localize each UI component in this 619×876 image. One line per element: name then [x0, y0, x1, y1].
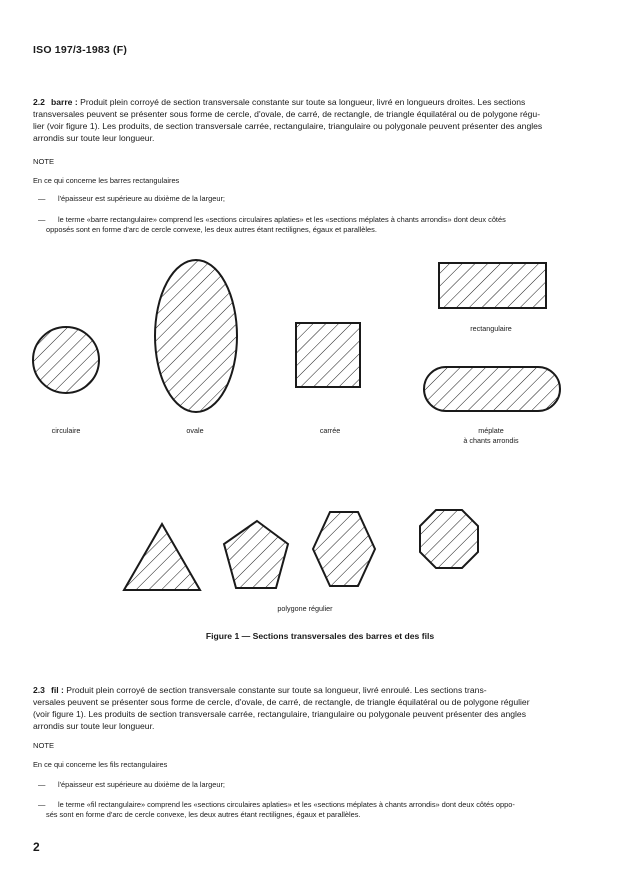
- dash: —: [38, 800, 46, 809]
- note-item-text: opposés sont en forme d'arc de cercle convexe, les deux autres étant rectilignes, égaux et parallèles.: [46, 225, 377, 234]
- note-intro: En ce qui concerne les barres rectangulaires: [33, 176, 180, 185]
- paragraph-line: Produit plein corroyé de section transversale constante sur toute sa longueur, livré enroulé. Les sections trans-: [66, 685, 487, 695]
- label-rectangulaire: rectangulaire: [470, 324, 512, 333]
- page-number: 2: [33, 840, 40, 854]
- note-label: NOTE: [33, 741, 55, 750]
- note-item-text: le terme «fil rectangulaire» comprend les «sections circulaires aplaties» et les «sections méplates à chants arrondis» dont deux côtés oppo-: [58, 800, 515, 809]
- square-section: [296, 323, 360, 387]
- note-label: NOTE: [33, 157, 55, 166]
- section-2-3-paragraph: [33, 684, 586, 732]
- term-barre: barre :: [50, 97, 78, 107]
- label-polygone: polygone régulier: [277, 604, 333, 613]
- note-intro: En ce qui concerne les fils rectangulaires: [33, 760, 168, 769]
- octagon-section: [420, 510, 478, 568]
- figure-caption: Figure 1 — Sections transversales des barres et des fils: [205, 631, 435, 641]
- paragraph-line: Produit plein corroyé de section transversale constante sur toute sa longueur, livré en longueurs droites. Les sections: [80, 97, 526, 107]
- label-ovale: ovale: [186, 426, 204, 435]
- note-item-1: [38, 780, 586, 790]
- section-number: 2.2: [33, 97, 45, 107]
- note-item-text: sés sont en forme d'arc de cercle convexe, les deux autres étant rectilignes, égaux et parallèles.: [46, 810, 361, 819]
- section-number: 2.3: [33, 685, 45, 695]
- oval-section: [155, 260, 237, 412]
- pentagon-section: [224, 521, 288, 588]
- paragraph-line: arrondis sur toute leur longueur.: [33, 721, 155, 731]
- flat-rounded-section: [424, 367, 560, 411]
- rectangle-section: [439, 263, 546, 308]
- note-item-2: [38, 800, 586, 820]
- paragraph-line: transversales peuvent se présenter sous forme de cercle, d'ovale, de carré, de rectangle, de triangle équilatéral ou de polygone régu-: [33, 109, 541, 119]
- note-item-text: l'épaisseur est supérieure au dixième de la largeur;: [58, 194, 225, 203]
- note-item-text: le terme «barre rectangulaire» comprend les «sections circulaires aplaties» et les «sections méplates à chants arrondis» dont deux côtés: [58, 215, 506, 224]
- dash: —: [38, 780, 46, 789]
- paragraph-line: (voir figure 1). Les produits de section transversale carrée, rectangulaire, triangulaire ou polygonale peuvent présenter des angles: [33, 709, 526, 719]
- circle-section: [33, 327, 99, 393]
- paragraph-line: versales peuvent se présenter sous forme de cercle, d'ovale, de carré, de rectangle, de triangle équilatéral ou de polygone régulier: [33, 697, 530, 707]
- paragraph-line: lier (voir figure 1). Les produits, de section transversale carrée, rectangulaire, triangulaire ou polygonale peuvent présenter des angles: [33, 121, 543, 131]
- note-item-text: l'épaisseur est supérieure au dixième de la largeur;: [58, 780, 225, 789]
- dash: —: [38, 215, 46, 224]
- triangle-section: [124, 524, 200, 590]
- dash: —: [38, 194, 46, 203]
- label-meplate: méplate: [478, 426, 504, 435]
- label-circulaire: circulaire: [51, 426, 81, 435]
- document-header: ISO 197/3-1983 (F): [33, 44, 128, 56]
- paragraph-line: arrondis sur toute leur longueur.: [33, 133, 155, 143]
- hexagon-section: [313, 512, 375, 586]
- label-meplate-chants: à chants arrondis: [463, 436, 519, 445]
- term-fil: fil :: [50, 685, 64, 695]
- label-carree: carrée: [319, 426, 341, 435]
